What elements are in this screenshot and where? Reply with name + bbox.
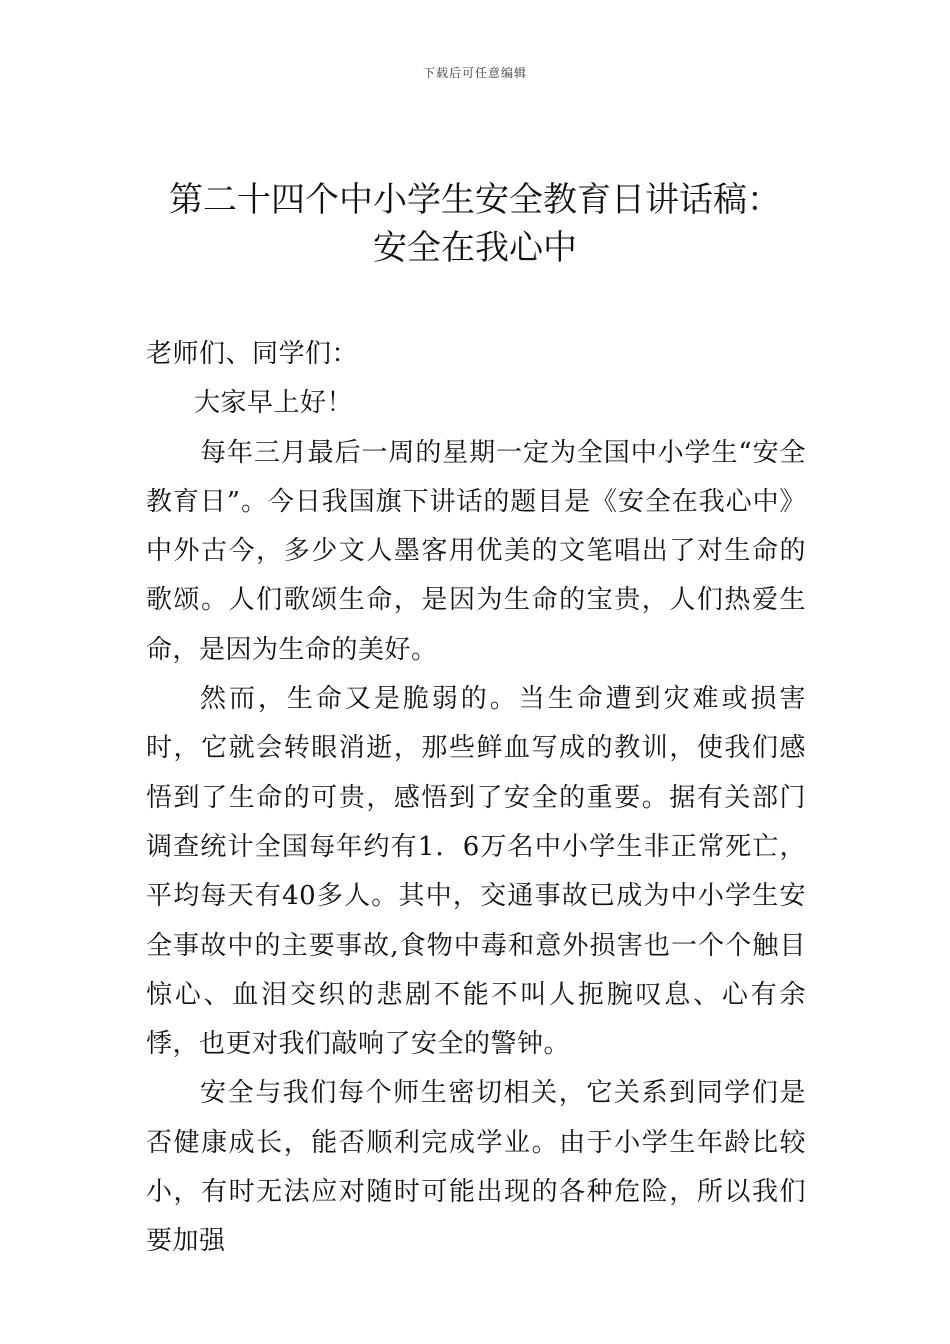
- greeting: 大家早上好！: [194, 388, 354, 419]
- document-title: [100, 176, 850, 272]
- header-note: 下载后可任意编辑: [422, 66, 527, 80]
- paragraph-3: 安全与我们每个师生密切相关，它关系到同学们是否健康成长，能否顺利完成学业。由于小学生年龄比较小，有时无法应对随时可能出现的各种危险，所以我们要加强: [146, 1078, 806, 1257]
- title-line-1: 第二十四个中小学生安全教育日讲话稿：: [169, 180, 781, 220]
- title-line-2: 安全在我心中: [373, 228, 577, 268]
- document-body: [146, 330, 806, 1267]
- salutation: 老师们、同学们：: [146, 339, 359, 369]
- paragraph-2: 然而，生命又是脆弱的。当生命遭到灾难或损害时，它就会转眼消逝，那些鲜血写成的教训，使我们感悟到了生命的可贵，感悟到了安全的重要。据有关部门调查统计全国每年约有1．6万名中小学生非正常死亡，平均每天有40多人。其中，交通事故已成为中小学生安全事故中的主要事故,食物中毒和意外损害也一个个触目惊心、血泪交织的悲剧不能不叫人扼腕叹息、心有余悸，也更对我们敲响了安全的警钟。: [146, 684, 806, 1060]
- paragraph-1: 每年三月最后一周的星期一定为全国中小学生“安全教育日”。今日我国旗下讲话的题目是《安全在我心中》中外古今，多少文人墨客用优美的文笔唱出了对生命的歌颂。人们歌颂生命，是因为生命的宝贵，人们热爱生命，是因为生命的美好。: [146, 437, 806, 665]
